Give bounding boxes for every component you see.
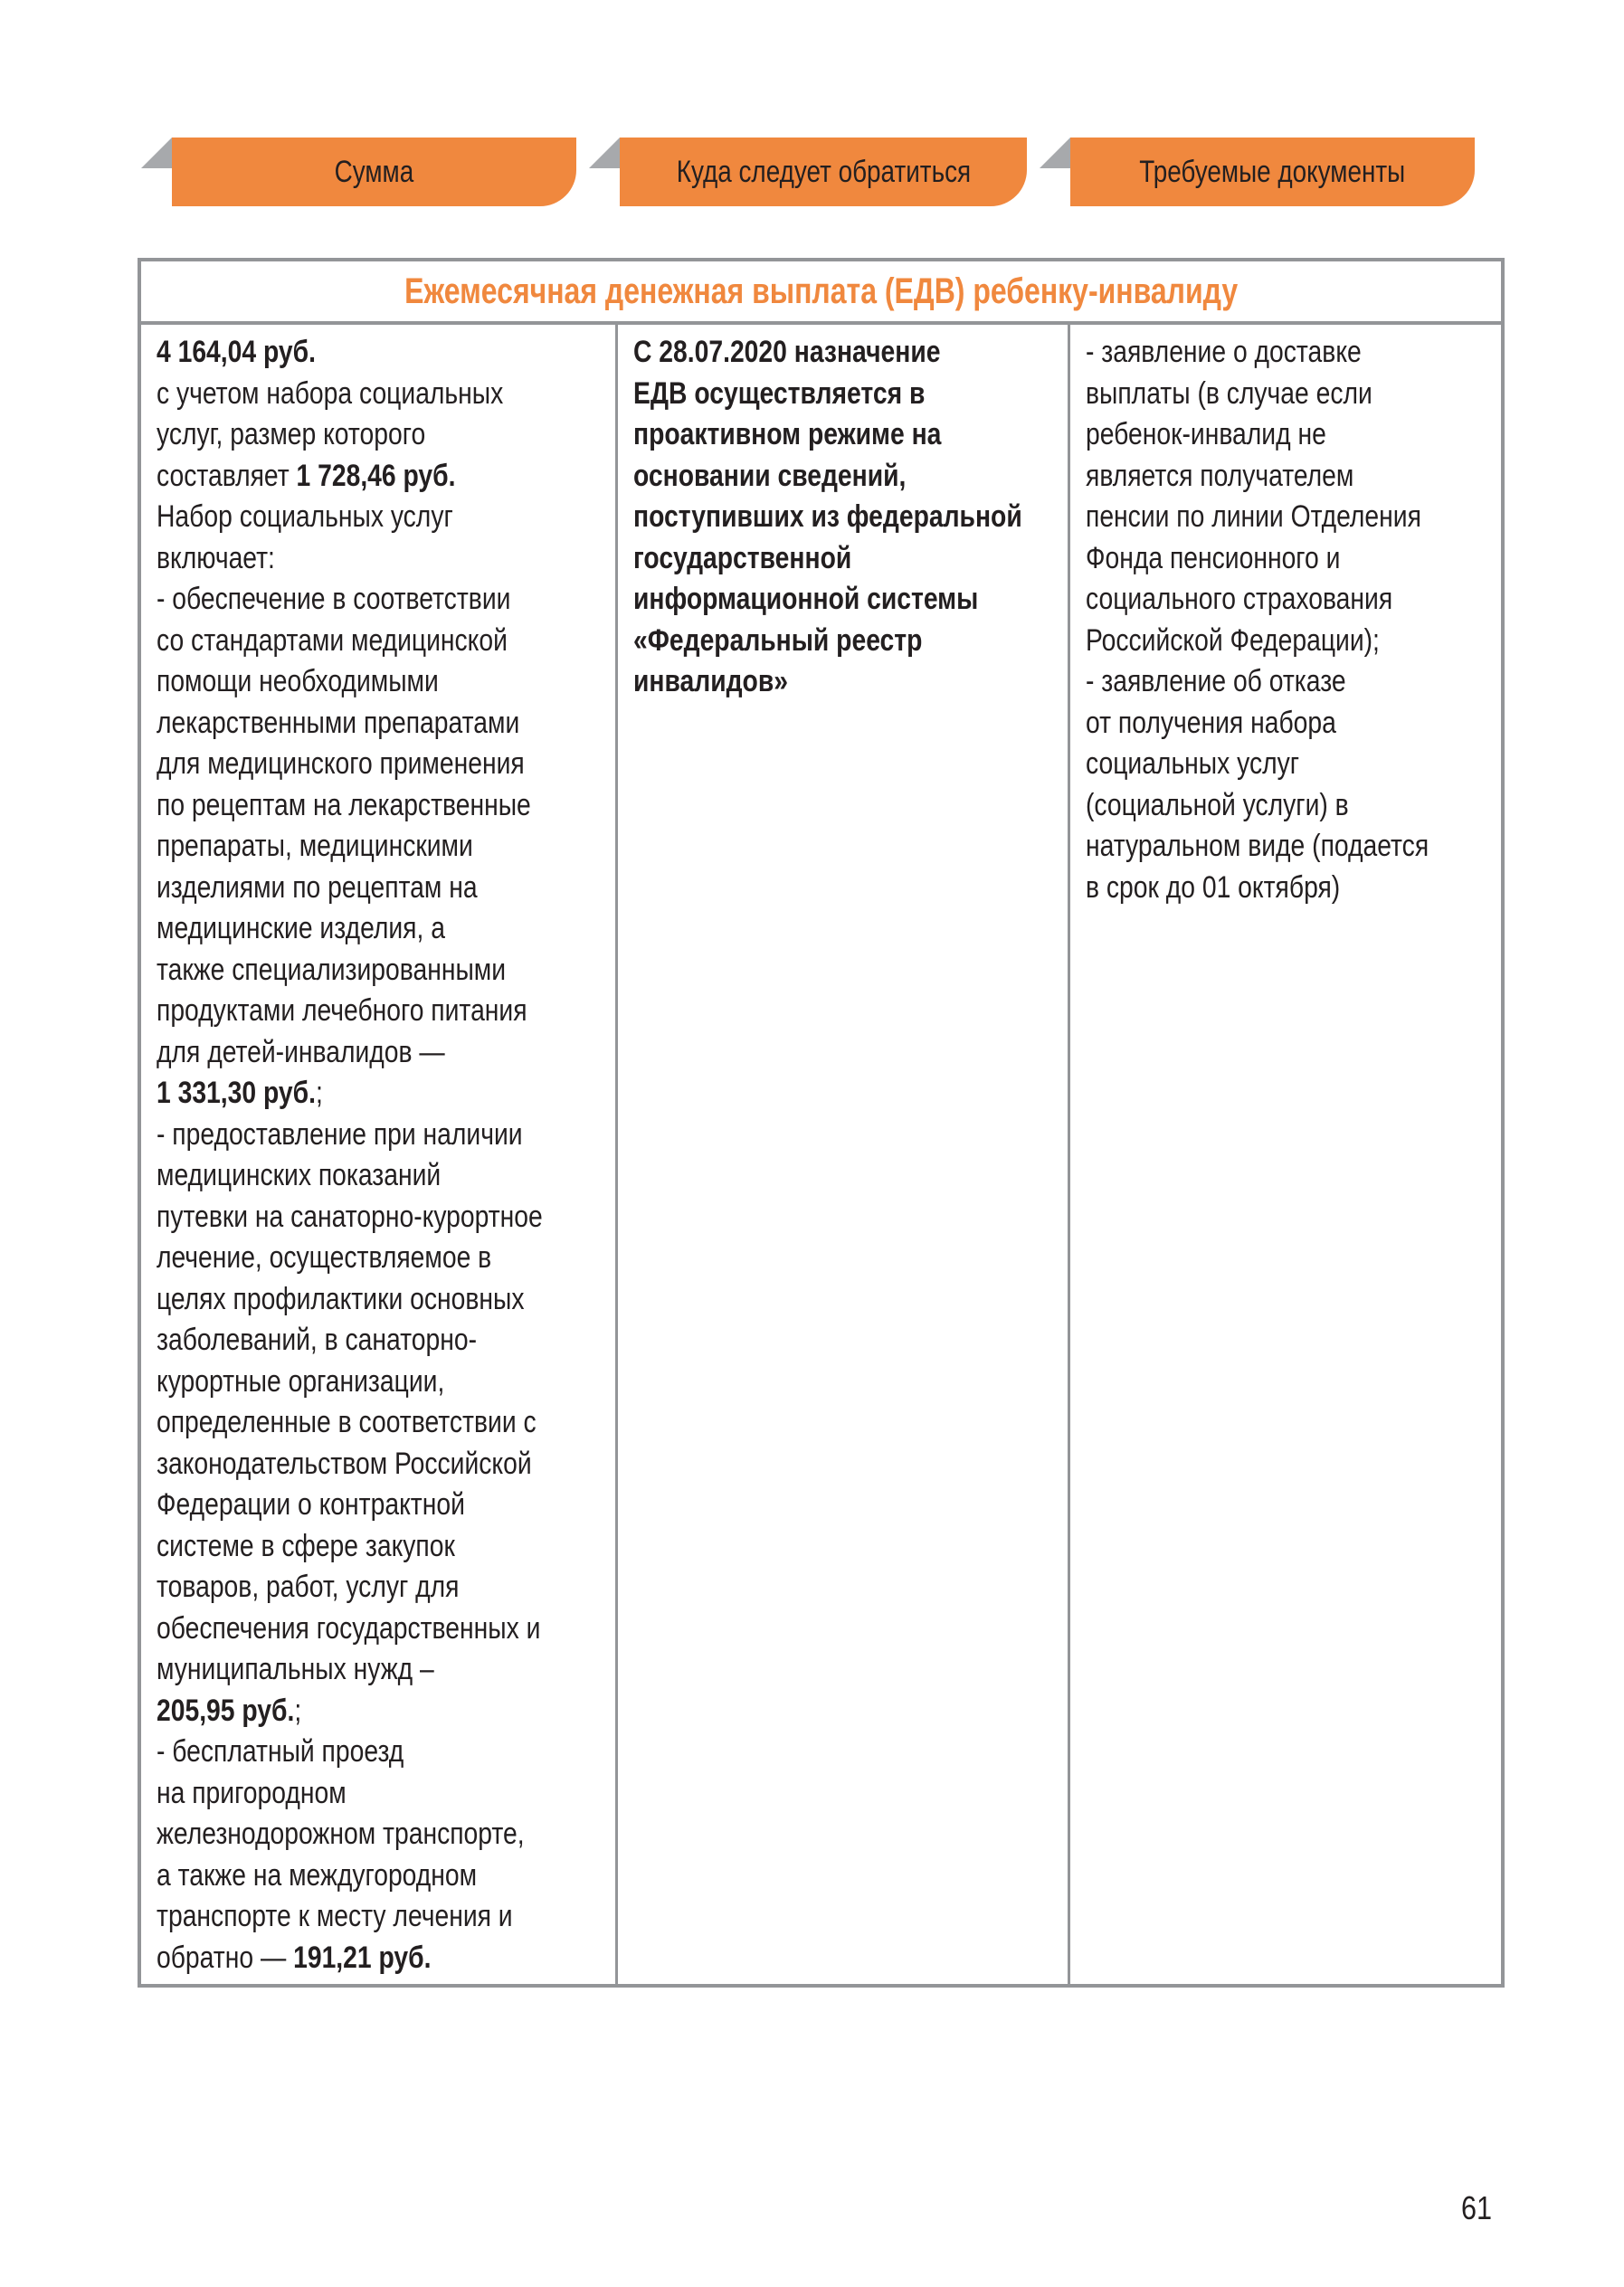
text-line: - обеспечение в соответствии <box>157 582 511 616</box>
text-line <box>157 1073 602 1115</box>
text-line: обеспечения государственных и <box>157 1610 541 1646</box>
text-line: проактивном режиме на <box>633 417 942 451</box>
text-line: услуг, размер которого <box>157 417 426 451</box>
text-line: натуральном виде (подается <box>1086 829 1429 863</box>
text-fragment: ; <box>315 1076 323 1110</box>
where-to-apply-column <box>618 325 1070 1984</box>
text-line: включает: <box>157 540 275 575</box>
medicines-amount: 1 331,30 руб. <box>157 1076 316 1110</box>
text-line: транспорте к месту лечения и <box>157 1899 513 1933</box>
text-line: Российской Федерации); <box>1086 622 1380 658</box>
text-line <box>157 1938 602 1979</box>
text-line: основании сведений, <box>633 458 907 493</box>
text-fragment: составляет <box>157 458 297 493</box>
text-line <box>157 456 602 498</box>
text-line: Федерации о контрактной <box>157 1487 465 1522</box>
sum-column <box>141 325 618 1984</box>
text-fragment: обратно — <box>157 1940 294 1975</box>
text-line: государственной <box>633 540 852 575</box>
text-line: выплаты (в случае если <box>1086 375 1372 411</box>
text-line: товаров, работ, услуг для <box>157 1570 460 1604</box>
table-title: Ежемесячная денежная выплата (ЕДВ) ребенку-инвалиду <box>404 270 1239 311</box>
text-line: лекарственными препаратами <box>157 705 520 740</box>
text-line: информационной системы <box>633 582 979 616</box>
tab-sum-label: Сумма <box>334 154 414 189</box>
tab-required-documents-body <box>1070 138 1475 206</box>
text-line: инвалидов» <box>633 664 788 698</box>
text-line: с учетом набора социальных <box>157 375 504 411</box>
text-line: курортные организации, <box>157 1363 445 1399</box>
text-fragment: ; <box>294 1693 302 1728</box>
social-services-amount: 1 728,46 руб. <box>296 458 456 493</box>
text-line: муниципальных нужд – <box>157 1652 434 1686</box>
text-line: - бесплатный проезд <box>157 1734 404 1769</box>
tab-corner-triangle <box>141 138 172 168</box>
text-line: для детей-инвалидов — <box>157 1034 445 1069</box>
text-line: Набор социальных услуг <box>157 499 453 534</box>
text-line: в срок до 01 октября) <box>1086 869 1341 905</box>
text-line: изделиями по рецептам на <box>157 869 478 905</box>
text-line: ЕДВ осуществляется в <box>633 375 926 411</box>
text-line: системе в сфере закупок <box>157 1528 455 1563</box>
text-line: со стандартами медицинской <box>157 622 508 658</box>
text-line: лечение, осуществляемое в <box>157 1240 492 1275</box>
text-line: - заявление о доставке <box>1086 335 1362 369</box>
text-line: по рецептам на лекарственные <box>157 787 531 822</box>
text-line: Фонда пенсионного и <box>1086 540 1341 575</box>
tab-corner-triangle <box>589 138 620 168</box>
text-line: законодательством Российской <box>157 1446 532 1481</box>
required-documents-cell <box>1086 332 1531 908</box>
text-line: для медицинского применения <box>157 746 525 781</box>
text-line: медицинские изделия, а <box>157 911 445 945</box>
text-line: целях профилактики основных <box>157 1281 525 1316</box>
text-line: - предоставление при наличии <box>157 1116 523 1152</box>
text-line: определенные в соответствии с <box>157 1405 537 1439</box>
text-line: также специализированными <box>157 952 507 987</box>
sum-cell <box>157 332 602 1979</box>
required-documents-column <box>1070 325 1501 1984</box>
text-line: продуктами лечебного питания <box>157 993 527 1028</box>
text-line: путевки на санаторно-курортное <box>157 1199 543 1234</box>
tab-sum-body <box>172 138 576 206</box>
text-line: помощи необходимыми <box>157 664 439 698</box>
text-line: социальных услуг <box>1086 746 1300 781</box>
text-line: «Федеральный реестр <box>633 622 923 658</box>
where-to-apply-cell <box>633 332 1078 703</box>
text-line: (социальной услуги) в <box>1086 787 1349 822</box>
text-line <box>157 1691 602 1732</box>
text-line: - заявление об отказе <box>1086 664 1346 698</box>
tab-where-to-apply-body <box>620 138 1027 206</box>
text-line: железнодорожном транспорте, <box>157 1817 525 1851</box>
text-line: С 28.07.2020 назначение <box>633 335 941 369</box>
text-line: от получения набора <box>1086 705 1336 740</box>
text-line: на пригородном <box>157 1775 347 1810</box>
total-amount: 4 164,04 руб. <box>157 335 316 369</box>
tab-where-to-apply-label: Куда следует обратиться <box>676 154 971 189</box>
table-title-row <box>141 261 1501 325</box>
text-line: медицинских показаний <box>157 1158 442 1192</box>
text-line: пенсии по линии Отделения <box>1086 499 1421 534</box>
travel-amount: 191,21 руб. <box>293 1940 432 1975</box>
page-number: 61 <box>1461 2189 1493 2226</box>
text-line: заболеваний, в санаторно- <box>157 1323 478 1357</box>
tab-required-documents-label: Требуемые документы <box>1139 154 1406 189</box>
benefit-table <box>138 258 1505 1988</box>
text-line: препараты, медицинскими <box>157 829 473 863</box>
text-line: ребенок-инвалид не <box>1086 417 1326 451</box>
text-line: поступивших из федеральной <box>633 499 1022 534</box>
text-line: социального страхования <box>1086 582 1393 616</box>
text-line: является получателем <box>1086 458 1354 493</box>
sanatorium-amount: 205,95 руб. <box>157 1693 295 1728</box>
tab-corner-triangle <box>1040 138 1070 168</box>
text-line: а также на междугородном <box>157 1857 478 1893</box>
